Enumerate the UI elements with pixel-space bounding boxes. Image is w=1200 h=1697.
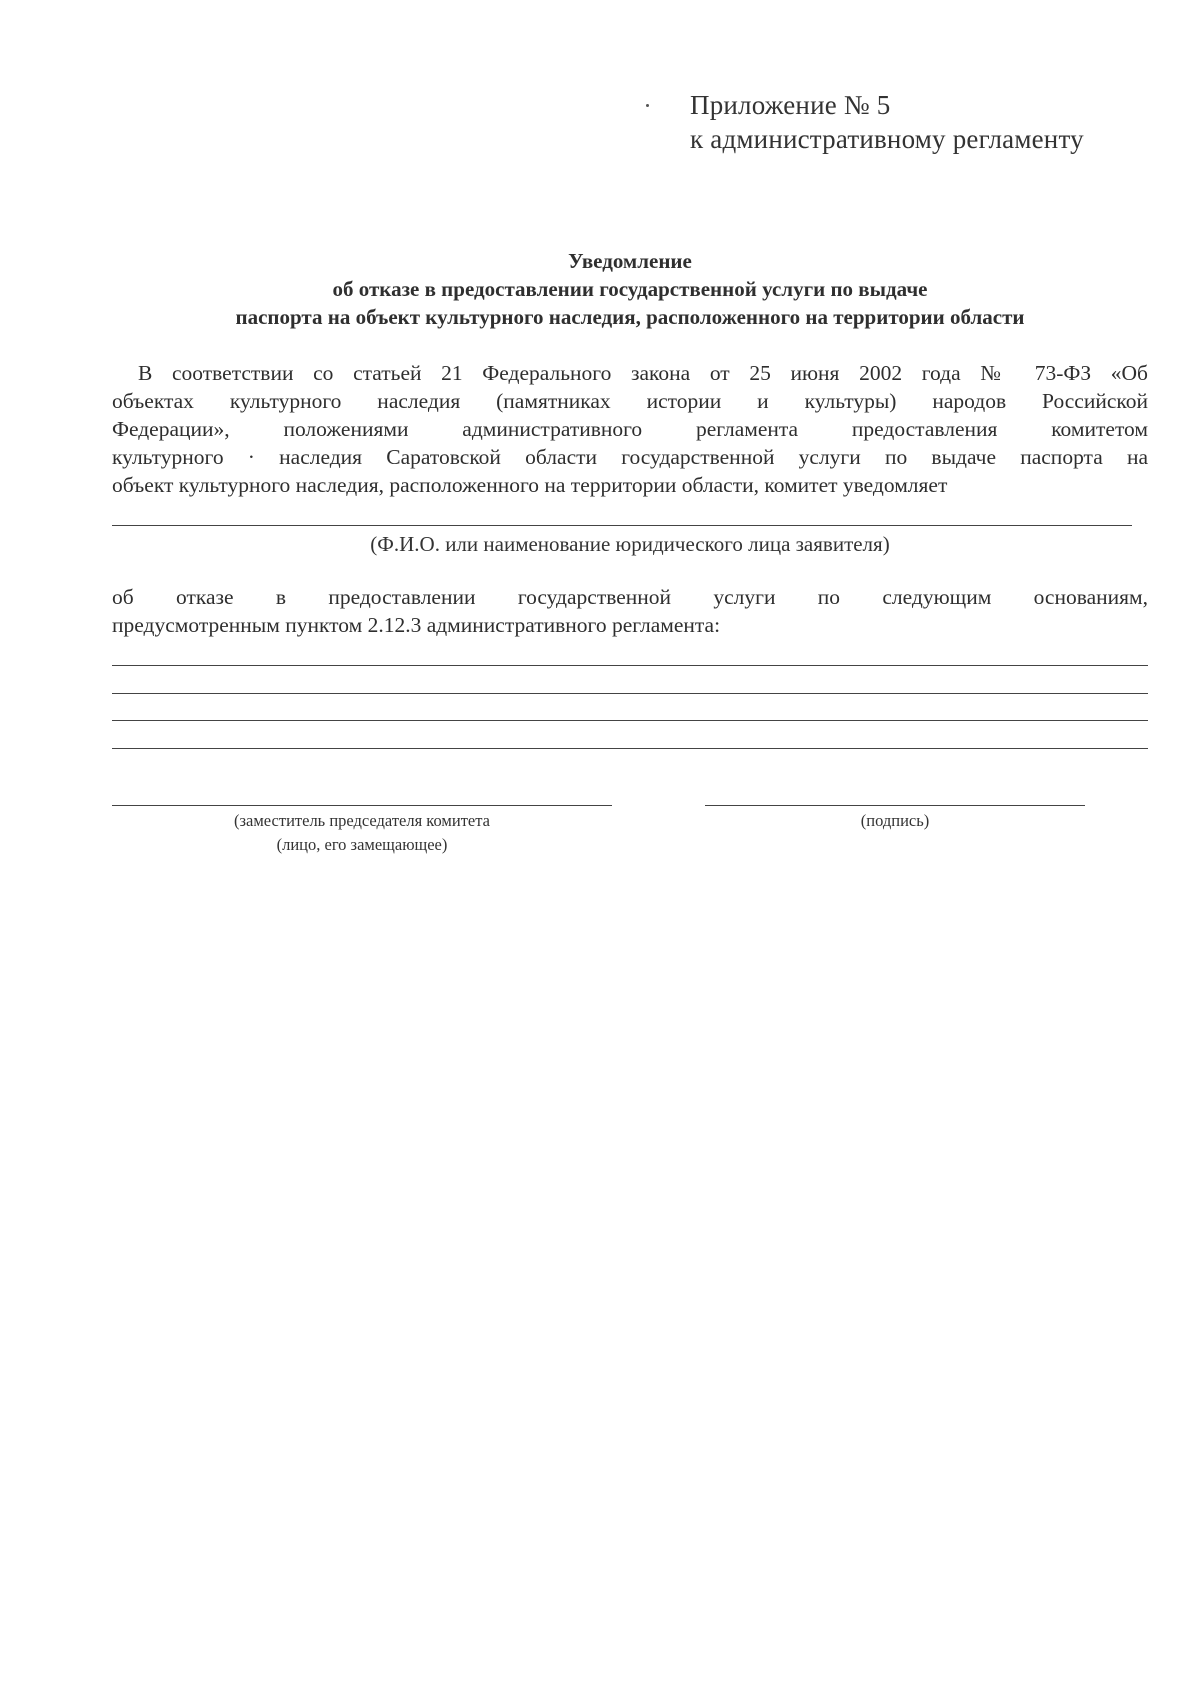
paragraph-line: культурного · наследия Саратовской области государственной услуги по выдаче паспорта на — [112, 445, 1148, 469]
grounds-blank-line — [112, 665, 1148, 666]
paragraph-line: объектах культурного наследия (памятниках истории и культуры) народов Российской — [112, 389, 1148, 413]
title-line-3: паспорта на объект культурного наследия, расположенного на территории области — [235, 305, 1025, 329]
paragraph-line: об отказе в предоставлении государственной услуги по следующим основаниям, — [112, 585, 1148, 609]
position-signature-line — [112, 805, 612, 806]
signature-caption: (подпись) — [860, 811, 930, 830]
applicant-name-line — [112, 525, 1132, 526]
appendix-header — [690, 88, 1084, 156]
paragraph-line: Федерации», положениями административного регламента предоставления комитетом — [112, 417, 1148, 441]
applicant-caption: (Ф.И.О. или наименование юридического лица заявителя) — [370, 532, 890, 556]
grounds-blank-line — [112, 748, 1148, 749]
signature-line — [705, 805, 1085, 806]
appendix-number: Приложение № 5 — [690, 90, 891, 120]
paragraph-line: объект культурного наследия, расположенного на территории области, комитет уведомляет — [112, 473, 948, 497]
main-paragraph — [112, 359, 1148, 499]
title-line-2: об отказе в предоставлении государственной услуги по выдаче — [332, 277, 928, 301]
position-caption — [112, 809, 612, 857]
grounds-blank-line — [112, 693, 1148, 694]
appendix-reference: к административному регламенту — [690, 124, 1084, 154]
grounds-blank-line — [112, 720, 1148, 721]
position-caption-line-1: (заместитель председателя комитета — [234, 811, 490, 830]
document-title — [110, 247, 1150, 331]
title-line-1: Уведомление — [568, 249, 692, 273]
paragraph-line: В соответствии со статьей 21 Федерального закона от 25 июня 2002 года № 73-ФЗ «Об — [138, 361, 1148, 385]
refusal-grounds-paragraph — [112, 583, 1148, 639]
stray-dot-mark — [646, 104, 649, 107]
paragraph-line: предусмотренным пунктом 2.12.3 административного регламента: — [112, 613, 721, 637]
position-caption-line-2: (лицо, его замещающее) — [276, 835, 448, 854]
